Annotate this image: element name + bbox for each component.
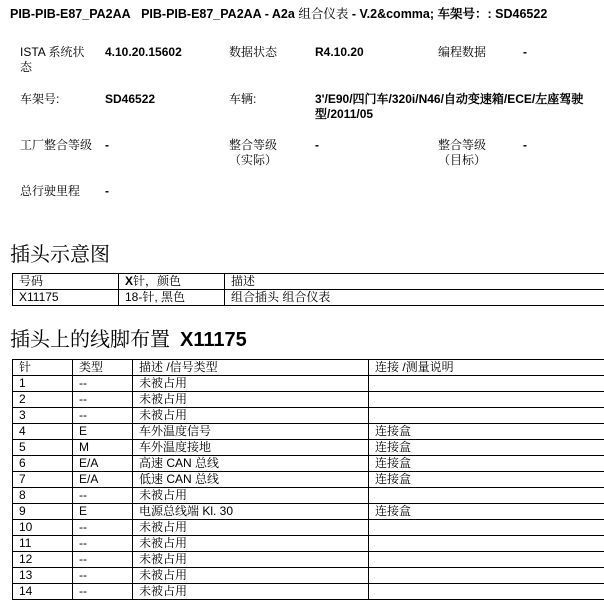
vehicle-value: 3'/E90/四门车/320i/N46/自动变速箱/ECE/左座驾驶型/2011/05 [315,92,584,121]
pin-cell-connection: 连接盒 [369,472,604,488]
connector-header-pins [119,274,225,290]
pin-cell-desc: 未被占用 [133,376,369,392]
pin-cell-connection: 连接盒 [369,504,604,520]
header-version: - V.2&comma; 车架号：: SD46522 [351,7,548,21]
pin-cell-type: -- [73,392,133,408]
pin-cell-type: E [73,424,133,440]
pin-cell-connection: 连接盒 [369,440,604,456]
pin-cell-pin: 9 [13,504,73,520]
pin-cell-connection: 连接盒 [369,456,604,472]
pin-cell-pin: 12 [13,552,73,568]
table-row [13,488,604,504]
connector-code: X11175 [13,290,119,306]
vin-label: 车架号: [20,92,60,106]
mileage-label: 总行驶里程 [20,184,81,198]
pin-header-row [13,360,604,376]
pin-cell-connection [369,536,604,552]
pin-cell-type: E [73,504,133,520]
connector-table [12,273,604,306]
pin-cell-desc: 车外温度信号 [133,424,369,440]
connector-header-pins-bold: X [125,274,134,288]
pin-cell-desc: 未被占用 [133,568,369,584]
data-status-value: R4.10.20 [315,45,364,59]
target-level-value: - [523,138,527,152]
target-level-label: 整合等级（目标） [438,138,487,167]
pin-cell-desc: 未被占用 [133,408,369,424]
vehicle-label: 车辆: [229,92,257,106]
pin-rows [13,376,604,600]
pin-cell-type: -- [73,552,133,568]
pin-cell-type: -- [73,568,133,584]
actual-level-label: 整合等级（实际） [229,138,278,167]
pin-cell-connection [369,520,604,536]
pin-cell-desc: 未被占用 [133,392,369,408]
pin-cell-desc: 高速 CAN 总线 [133,456,369,472]
pin-cell-pin: 7 [13,472,73,488]
pin-section-title [10,323,247,352]
pin-section-title-text: 插头上的线脚布置 [10,329,170,351]
pin-cell-type: -- [73,536,133,552]
pin-cell-desc: 车外温度接地 [133,440,369,456]
table-row [13,584,604,600]
pin-cell-pin: 14 [13,584,73,600]
connector-section-title: 插头示意图 [10,244,110,266]
pin-cell-connection [369,584,604,600]
connector-header-row [13,274,604,290]
pin-header-desc: 描述 /信号类型 [133,360,369,376]
table-row [13,424,604,440]
connector-pins: 18-针, 黑色 [119,290,225,306]
header-dash: - A2a [264,7,295,21]
pin-cell-pin: 11 [13,536,73,552]
pin-cell-desc: 未被占用 [133,552,369,568]
table-row [13,408,604,424]
data-status-label: 数据状态 [229,45,278,59]
pin-cell-connection [369,552,604,568]
pin-cell-connection [369,568,604,584]
pin-cell-connection [369,392,604,408]
pin-cell-type: -- [73,488,133,504]
actual-level-value: - [315,138,319,152]
pin-section-title-code: X11175 [180,329,247,351]
pin-cell-desc: 未被占用 [133,520,369,536]
connector-desc: 组合插头 组合仪表 [225,290,604,306]
pin-cell-type: E/A [73,472,133,488]
pin-cell-pin: 1 [13,376,73,392]
pin-cell-connection [369,376,604,392]
pin-cell-pin: 4 [13,424,73,440]
connector-header-code: 号码 [13,274,119,290]
table-row [13,392,604,408]
pin-cell-desc: 低速 CAN 总线 [133,472,369,488]
factory-level-label: 工厂整合等级 [20,138,93,152]
factory-level-value: - [105,138,109,152]
pin-table [12,359,604,600]
connector-header-pins-rest: 针，颜色 [133,274,182,288]
programming-label: 编程数据 [438,45,487,59]
table-row [13,552,604,568]
pin-cell-pin: 6 [13,456,73,472]
pin-cell-desc: 未被占用 [133,584,369,600]
pin-cell-pin: 8 [13,488,73,504]
pin-cell-connection [369,408,604,424]
pin-cell-desc: 电源总线端 Kl. 30 [133,504,369,520]
pin-header-pin: 针 [13,360,73,376]
table-row [13,568,604,584]
table-row [13,440,604,456]
table-row [13,472,604,488]
pin-cell-desc: 未被占用 [133,488,369,504]
pin-cell-connection [369,488,604,504]
ista-label: ISTA 系统状态 [20,45,85,74]
pin-header-type: 类型 [73,360,133,376]
pin-cell-type: -- [73,376,133,392]
pin-cell-type: M [73,440,133,456]
table-row [13,376,604,392]
table-row [13,456,604,472]
pin-header-connection: 连接 /测量说明 [369,360,604,376]
pin-cell-pin: 13 [13,568,73,584]
pin-cell-type: -- [73,408,133,424]
header-title: 组合仪表 [298,7,349,21]
header-code-b: PIB-PIB-E87_PA2AA [141,7,262,21]
table-row [13,290,604,306]
table-row [13,536,604,552]
pin-cell-connection: 连接盒 [369,424,604,440]
pin-cell-desc: 未被占用 [133,536,369,552]
pin-cell-pin: 5 [13,440,73,456]
table-row [13,520,604,536]
connector-header-desc: 描述 [225,274,604,290]
pin-cell-type: -- [73,584,133,600]
pin-cell-type: -- [73,520,133,536]
header-code-a: PIB-PIB-E87_PA2AA [10,7,131,21]
pin-cell-pin: 10 [13,520,73,536]
ista-value: 4.10.20.15602 [105,45,182,59]
programming-value: - [523,45,527,59]
pin-cell-pin: 2 [13,392,73,408]
mileage-value: - [105,184,109,198]
page-header [10,4,604,22]
vin-value: SD46522 [105,92,156,106]
table-row [13,504,604,520]
pin-cell-type: E/A [73,456,133,472]
pin-cell-pin: 3 [13,408,73,424]
